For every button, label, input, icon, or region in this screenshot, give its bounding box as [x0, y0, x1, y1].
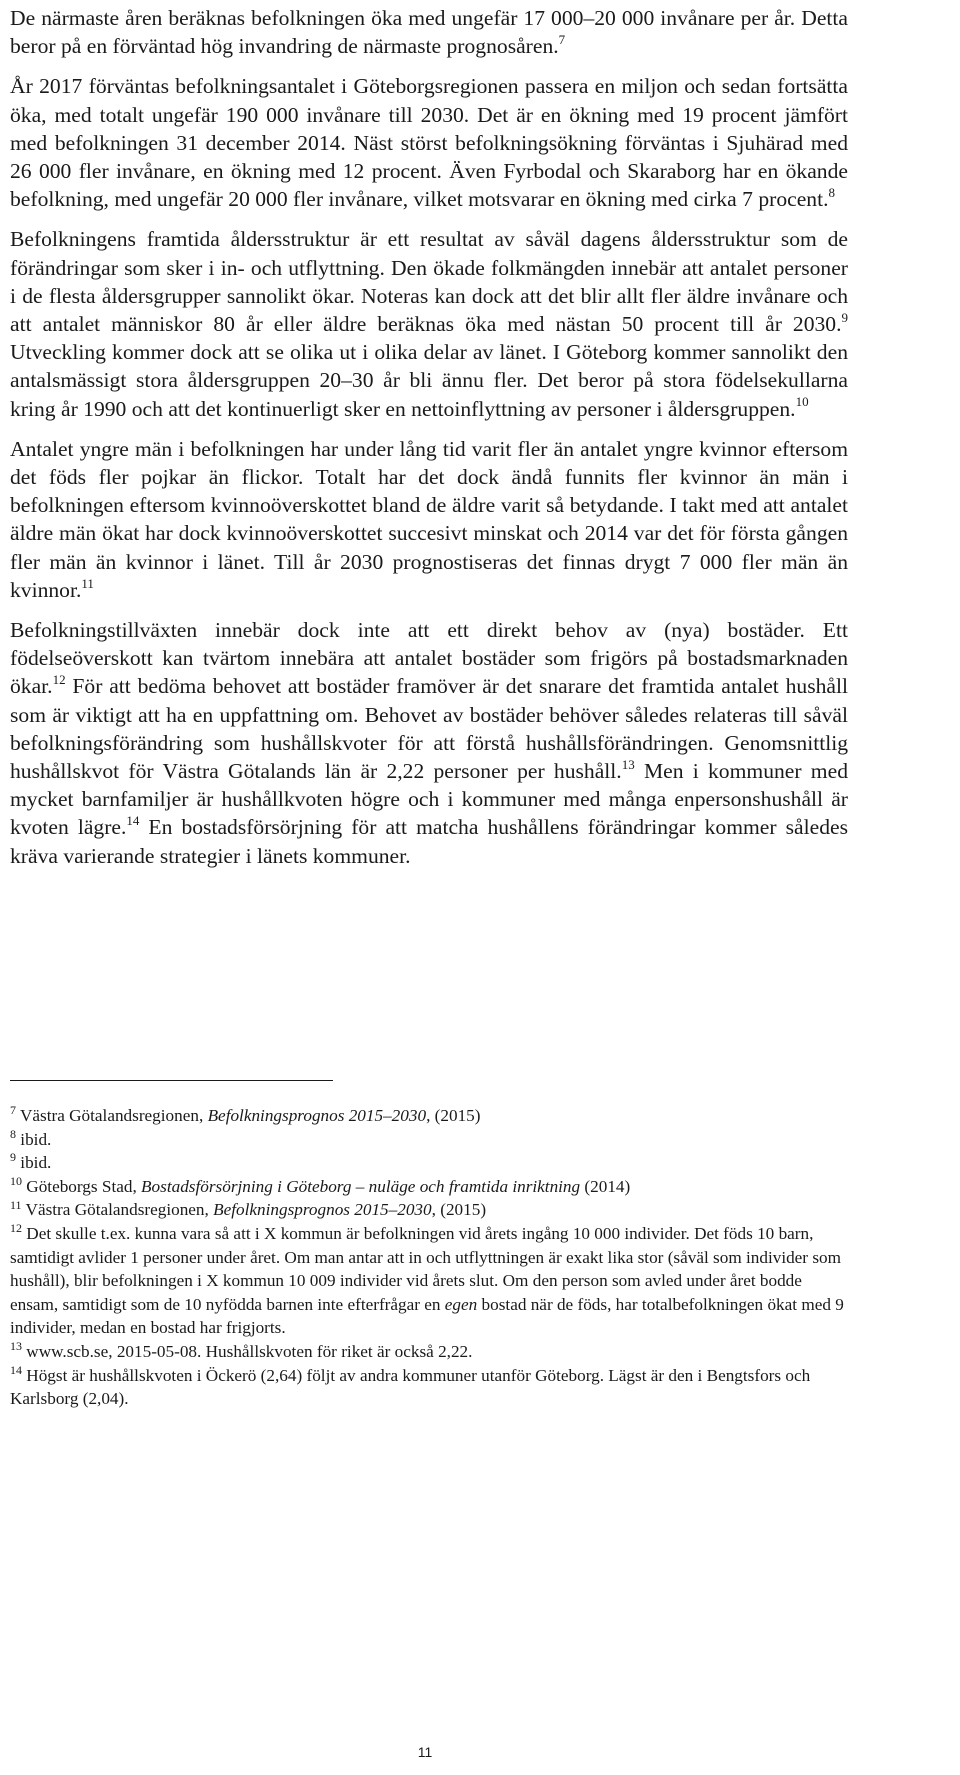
- body-text: [10, 4, 848, 882]
- footnote: [10, 1175, 848, 1199]
- footnote-reference: 7: [558, 32, 566, 48]
- text-segment: Högst är hushållskvoten i Öckerö (2,64) följt av andra kommuner utanför Göteborg. Lägst är den i Bengtsfors och Karlsborg (2,04).: [10, 1365, 811, 1409]
- text-segment: För att bedöma behovet att bostäder framöver är det snarare det framtida antalet hushåll som är viktigt att ha en uppfattning om. Behovet av bostäder behöver således relateras till såväl befolkningsförändring som hushållskvoter för att förstå hushållsförändringen. Genomsnittlig hushållskvot för Västra Götalands län är 2,22 personer per hushåll.: [10, 674, 848, 784]
- footnote: [10, 1198, 848, 1222]
- text-segment: Utveckling kommer dock att se olika ut i olika delar av länet. I Göteborg kommer sannolikt den antalsmässigt stora åldersgruppen 20–30 år bli ännu fler. Det beror på stora födelsekullarna kring år 1990 och att det kontinuerligt sker en nettoinflyttning av personer i åldersgruppen.: [10, 340, 848, 421]
- paragraph: [10, 72, 848, 213]
- footnote: [10, 1340, 848, 1364]
- footnote-number: 12: [10, 1221, 22, 1236]
- text-segment: bostad när de föds, har totalbefolkningen ökat med 9 individer, medan en bostad har frigjorts.: [10, 1294, 844, 1338]
- footnote-reference: 14: [126, 813, 140, 829]
- footnote-number: 13: [10, 1339, 22, 1354]
- text-segment: (2014): [580, 1176, 631, 1196]
- text-segment: www.scb.se, 2015-05-08. Hushållskvoten för riket är också 2,22.: [22, 1341, 473, 1361]
- footnote: [10, 1151, 848, 1175]
- footnote-number: 9: [10, 1150, 16, 1165]
- text-segment: Befolkningstillväxten innebär dock inte att ett direkt behov av (nya) bostäder. Ett födelseöverskott kan tvärtom innebära att antalet bostäder som frigörs på bostadsmarknaden ökar.: [10, 618, 848, 699]
- footnote-separator: [10, 1080, 333, 1081]
- text-segment: År 2017 förväntas befolkningsantalet i Göteborgsregionen passera en miljon och sedan fortsätta öka, med totalt ungefär 190 000 invånare till 2030. Det är en ökning med 19 procent jämfört med befolkningen 31 december 2014. Näst störst befolkningsökning förväntas i Sjuhärad med 26 000 fler invånare, en ökning med 12 procent. Även Fyrbodal och Skaraborg har en ökande befolkning, med ungefär 20 000 fler invånare, vilket motsvarar en ökning med cirka 7 procent.: [10, 74, 848, 212]
- footnote: [10, 1222, 848, 1340]
- paragraph: [10, 616, 848, 870]
- footnotes: [10, 1104, 848, 1411]
- text-segment: Göteborgs Stad,: [22, 1176, 142, 1196]
- footnote: [10, 1364, 848, 1411]
- footnote-number: 11: [10, 1197, 22, 1212]
- italic-title: Befolkningsprognos 2015–2030: [213, 1200, 432, 1220]
- paragraph: [10, 435, 848, 604]
- text-segment: Men i kommuner med mycket barnfamiljer är hushållkvoten högre och i kommuner med många enpersonshushåll är kvoten lägre.: [10, 759, 848, 840]
- paragraph: [10, 225, 848, 422]
- paragraph: [10, 4, 848, 60]
- footnote-reference: 11: [81, 575, 94, 591]
- text-segment: En bostadsförsörjning för att matcha hushållens förändringar kommer således kräva varierande strategier i länets kommuner.: [10, 815, 848, 868]
- footnote-reference: 9: [841, 309, 848, 325]
- footnote-number: 7: [10, 1103, 16, 1118]
- text-segment: Antalet yngre män i befolkningen har under lång tid varit fler än antalet yngre kvinnor eftersom det föds fler pojkar än flickor. Totalt har det dock ändå funnits fler kvinnor än män i befolkningen eftersom kvinnoöverskottet bland de äldre varit så betydande. I takt med att antalet äldre män ökat har dock kvinnoöverskottet succesivt minskat och 2014 var det för första gången fler män än kvinnor i länet. Till år 2030 prognostiseras det finnas drygt 7 000 fler män än kvinnor.: [10, 436, 848, 602]
- italic-title: egen: [444, 1294, 478, 1314]
- footnote-number: 10: [10, 1174, 22, 1189]
- footnote: [10, 1128, 848, 1152]
- footnote-reference: 13: [621, 756, 635, 772]
- text-segment: , (2015): [426, 1106, 481, 1125]
- text-segment: De närmaste åren beräknas befolkningen öka med ungefär 17 000–20 000 invånare per år. Detta beror på en förväntad hög invandring de närmaste prognosåren.: [10, 6, 848, 59]
- page-number: 11: [417, 1744, 433, 1760]
- footnote-number: 8: [10, 1126, 16, 1141]
- text-segment: ibid.: [16, 1153, 52, 1173]
- text-segment: Västra Götalandsregionen,: [16, 1106, 208, 1125]
- footnote-number: 14: [10, 1362, 22, 1377]
- text-segment: Det skulle t.ex. kunna vara så att i X kommun är befolkningen vid årets ingång 10 000 individer. Det föds 10 barn, samtidigt avlider 1 personer under året. Om man antar att in och utflyttningen är exakt lika stor (såväl som individer som hushåll), blir befolkningen i X kommun 10 009 individer vid årets slut. Om den person som avled under året bodde ensam, samtidigt som de 10 nyfödda barnen inte efterfrågar en: [10, 1223, 841, 1314]
- text-segment: Västra Götalandsregionen,: [21, 1200, 214, 1220]
- text-segment: ibid.: [16, 1129, 52, 1149]
- footnote-reference: 12: [52, 672, 66, 688]
- footnote-reference: 8: [828, 185, 835, 201]
- text-segment: , (2015): [431, 1200, 487, 1220]
- footnote: [10, 1104, 848, 1128]
- footnote-reference: 10: [795, 394, 809, 410]
- italic-title: Bostadsförsörjning i Göteborg – nuläge och framtida inriktning: [141, 1176, 581, 1196]
- text-segment: Befolkningens framtida åldersstruktur är ett resultat av såväl dagens åldersstruktur som de förändringar som sker i in- och utflyttning. Den ökade folkmängden innebär att antalet personer i de flesta åldersgrupper sannolikt ökar. Noteras kan dock att det blir allt fler äldre invånare och att antalet människor 80 år eller äldre beräknas öka med nästan 50 procent till år 2030.: [10, 227, 848, 337]
- italic-title: Befolkningsprognos 2015–2030: [207, 1106, 427, 1125]
